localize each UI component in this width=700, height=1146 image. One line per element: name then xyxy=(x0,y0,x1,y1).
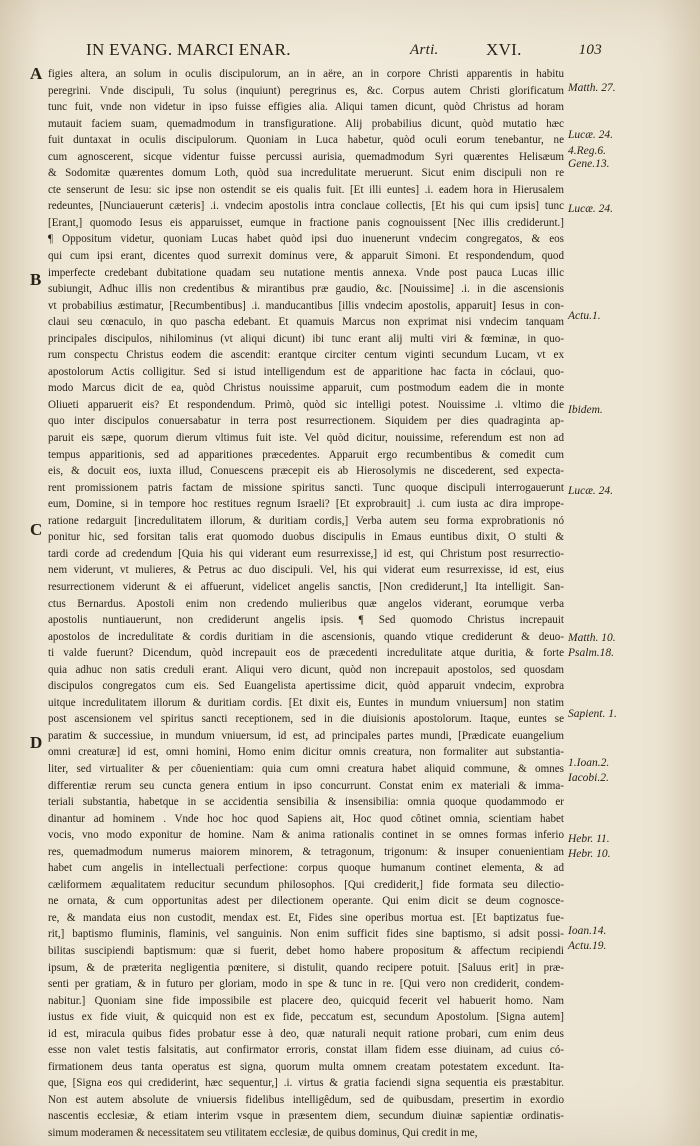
text-line: tardi corde ad credendum [Quia his qui viderant eum resurrexisse,] id est, qui Christum post resurrectio- xyxy=(48,547,564,560)
text-line: ¶ Oppositum videtur, quoniam Lucas habet quòd ipsi duo inuenerunt vndecim congregatos, & eos xyxy=(48,233,564,246)
text-line: eum, Domine, si in tempore hoc restitues regnum Israeli? [Et exprobrauit] .i. cum iusta ac dira imprope- xyxy=(48,498,564,511)
side-note: 1.Ioan.2. xyxy=(568,757,610,769)
text-line: quo inter discipulos conuersabatur in terra post resurrectionem. Siquidem per dies quadraginta ap- xyxy=(48,415,564,428)
text-line: omni creaturæ] id est, omni homini, Homo enim dicitur omnis creatura, non formaliter aut substantia- xyxy=(48,746,564,759)
text-line: ipsum, & de præterita negligentia pœnitere, si distulit, quando recipere potuit. [Saluus erit] in præ- xyxy=(48,961,564,974)
text-line: differentiæ rerum seu cuncta genera entium in ipso concurrunt. Constat enim ex materiali & imma- xyxy=(48,779,564,792)
text-line: ne ornata, & cum opportunitas adest per dilectionem operante. Qui enim dicit se deum cognosce- xyxy=(48,895,564,908)
text-line: eis, & docuit eos, iuxta illud, Conuescens præcepit eis ab Hierosolymis ne discederent, sed expecta- xyxy=(48,465,564,478)
commentary-text xyxy=(48,66,564,1142)
text-line: que, [Signa eos qui crediderint, hæc sequentur,] .i. virtus & gratia faciendi signa sequentia eis præstabitur. xyxy=(48,1077,564,1090)
header-section-label: Arti. xyxy=(410,42,439,58)
text-line: fuit duntaxat in oculis discipulorum. Quoniam in Luca habetur, quòd oculi eorum tenebantur, ne xyxy=(48,134,564,147)
text-line: peregrini. Vnde discipuli, Tu solus (inquiunt) peregrinus es, &c. Corpus autem Christi glorificatum xyxy=(48,84,564,97)
text-line: rent promissionem patris factam de missione spiritus sancti. Tunc quoque discipuli interrogauerunt xyxy=(48,481,564,494)
side-note: Hebr. 10. xyxy=(568,848,611,860)
text-line: habet cum angelis in intellectuali perfectione: corpus quoque humanum continet elementa, & ad xyxy=(48,862,564,875)
side-note: Psalm.18. xyxy=(568,647,614,659)
text-line: & Sodomitæ quærentes domum Loth, quòd sua incredulitate meruerunt. Sicut enim discipuli non re xyxy=(48,167,564,180)
side-note: Ioan.14. xyxy=(568,925,607,937)
side-note: Lucæ. 24. xyxy=(568,203,614,215)
text-line: imperfecte credebant dubitatione quadam seu nutatione mentis annexa. Vnde post pauca Lucas illic xyxy=(48,266,564,279)
side-note: Sapient. 1. xyxy=(568,708,617,720)
text-line: nascentis ecclesiæ, & etiam interim vsque in præsentem diem, secundum diuinæ sapientiæ ordinatis- xyxy=(48,1110,564,1123)
text-line: ctus Bernardus. Apostoli enim non credendo mulieribus quæ angelos viderant, eorumque verba xyxy=(48,597,564,610)
side-note: Hebr. 11. xyxy=(568,833,610,845)
margin-letter-b: B xyxy=(30,270,42,289)
margin-letter-a: A xyxy=(30,64,43,83)
side-note: 4.Reg.6. xyxy=(568,145,607,157)
text-line: nabitur.] Quoniam sine fide impossibile est placere deo, quicquid fecerit vel habuerit homo. Nam xyxy=(48,994,564,1007)
text-line: re, & mandata eius non custodit, mendax est. Et, Fides sine operibus mortua est. [Et baptizatus fue- xyxy=(48,911,564,924)
text-line: iustus ex fide viuit, & quicquid non est ex fide, peccatum est, secundum Apostolum. [Signa autem] xyxy=(48,1011,564,1024)
text-line: vocis, vno modo exponitur de homine. Nam & anima rationalis continet in se omnes formas inferio xyxy=(48,829,564,842)
text-line: esse non valet testis falsitatis, aut confirmator erroris, constat illam fidem esse diuinam, ad cuius có- xyxy=(48,1044,564,1057)
text-line: simum moderamen & necessitatem seu vtilitatem ecclesiæ, de quibus dominus, Qui credit in me, xyxy=(48,1127,478,1139)
text-line: post ascensionem vel spiritus sancti receptionem, sed in die diuisionis apostolorum. Itaque, euntes se xyxy=(48,713,564,726)
text-line: redeuntes, [Nunciauerunt cæteris] .i. vndecim apostolis intra conclaue collectis, [Et his qui cum ipsis] tunc xyxy=(48,200,564,213)
text-line: id est, miracula quibus fides probatur esse à deo, quæ naturali nequit ratione probari, cum enim deus xyxy=(48,1027,564,1040)
text-line: discipulos congregatos cum eis. Sed Euangelista apertissime dicit, quòd apparuit vndecim, exprobra xyxy=(48,680,564,693)
side-note: Lucæ. 24. xyxy=(568,129,614,141)
side-note: Lucæ. 24. xyxy=(568,485,614,497)
text-line: cum agnoscerent, sicque videntur fuisse percussi aurisia, quemadmodum Syri quærentes Helisæum xyxy=(48,150,564,163)
text-line: cte senserunt de Iesu: sic ipse non ostendit se eis qualis fuit. [Et illi euntes] .i. eadem hora in Hierusalem xyxy=(48,183,564,196)
text-line: qui cum ipsi erant, dicentes quod surrexit dominus vere, & apparuit Simoni. Et respondendum, quod xyxy=(48,250,564,263)
text-line: apostolis nuntiauerunt, non crediderunt angelis ipsis. ¶ Sed quomodo Christus increpauit xyxy=(48,614,564,627)
text-line: vt probabilius æstimatur, [Recumbentibus] .i. manducantibus [illis vndecim apostolis, apparuit] Iesus in con- xyxy=(48,299,564,312)
text-line: dinantur ad hominem . Vnde hoc hoc quod Sapiens ait, Hoc quod côtinet omnia, scientiam habet xyxy=(48,812,564,825)
text-line: rit,] baptismo fluminis, flaminis, vel sanguinis. Non enim sufficit fides sine baptismo, si adsit possi- xyxy=(48,928,564,941)
side-note: Actu.1. xyxy=(568,310,601,322)
text-line: bilitas suscipiendi baptismum: quæ si fuerit, debet homo habere propositum & affectum recipiendi xyxy=(48,944,564,957)
text-line: liter, sed virtualiter & per côuenientiam: quia cum omni creatura habet aliquid commune, & omnes xyxy=(48,762,564,775)
side-note: Ibidem. xyxy=(568,404,603,416)
text-line: tunc fuit, vnde non videtur in ipso fuisse effigies alia. Aliqui tamen dicunt, quòd Christus ad horam xyxy=(48,101,564,114)
text-line: claui seu cœnaculo, in quo pascha edebant. Et quamuis Marcus non exprimat nisi vndecim tanquam xyxy=(48,316,564,329)
side-note: Matth. 27. xyxy=(568,82,616,94)
side-note: Actu.19. xyxy=(568,940,607,952)
text-line: uitque incredulitatem illorum & duritiam cordis. [Et dixit eis, Euntes in mundum vniuersum] non statim xyxy=(48,696,564,709)
running-header xyxy=(86,40,602,64)
text-line: apostolorum Actis colligitur. Sed si istud intelligendum est de apparitione hac facta in cóclaui, quo- xyxy=(48,365,564,378)
text-line: cæliformem æqualitatem reducitur secundum philosophos. [Qui crediderit,] fide formata seu dilectio- xyxy=(48,878,564,891)
text-line: subiungit, Adhuc illis non credentibus & mirantibus præ gaudio, &c. [Nouissime] .i. in die ascensionis xyxy=(48,283,564,296)
text-line: figies altera, an solum in oculis discipulorum, an in aëre, an in corpore Christi apparentis in habitu xyxy=(48,68,564,80)
text-line: paruit eis sæpe, quorum dierum vltimus fuit iste. Vel quòd dicitur, nouissime, referendum est non ad xyxy=(48,432,564,445)
text-line: paratim & successiue, in mundum vniuersum, id est, ad principales partes mundi, [Prædicate euangelium xyxy=(48,729,564,742)
text-line: ratione redarguit [incredulitatem illorum, & duritiam cordis,] Verba autem seu forma exprobrationis nó xyxy=(48,514,564,527)
text-line: nem viderunt, vt mulieres, & Petrus ac duo discipuli. Vel, his qui viderat eum resurrexisse, id est, eius xyxy=(48,564,564,577)
text-line: quia adhuc non satis creduli erant. Aliqui vero dicunt, quòd non increpauit apostolos, sed quosdam xyxy=(48,663,564,676)
margin-letter-d: D xyxy=(30,733,43,752)
side-note: Iacobi.2. xyxy=(568,772,609,784)
text-line: firmationem deus tanta operatus est signa, quorum multa omnem creatam potestatem excedunt. Ita- xyxy=(48,1060,564,1073)
text-line: mutauit faciem suam, quemadmodum in transfiguratione. Alij probabilius dicunt, quòd mutatio hæc xyxy=(48,117,564,130)
side-note: Gene.13. xyxy=(568,158,610,170)
text-line: senti per gratiam, & in futuro per gloriam, modo in spe & tunc in re. [Qui vero non crediderit, condem- xyxy=(48,978,564,991)
text-line: tempus apparitionis, sed ad apparitiones præcedentes. Apparuit ergo recumbentibus & comedit cum xyxy=(48,448,564,461)
header-section-number: XVI. xyxy=(486,40,522,59)
text-line: res, quemadmodum numerus maiorem minorem, & tetragonum, trigonum: & insuper conuenientiam xyxy=(48,845,564,858)
text-line: ponitur hic, sed forsitan talis erat quomodo duobus discipulis in Emaus euntibus dixit, O stulti & xyxy=(48,531,564,544)
page-number: 103 xyxy=(578,42,602,58)
margin-letter-c: C xyxy=(30,520,43,539)
text-line: rum conspectu Christus eodem die ascendit: erantque circiter centum viginti secundum Lucam, vt ex xyxy=(48,349,564,362)
text-line: ti valde fuerunt? Dicendum, quòd increpauit eos de præcedenti incredulitate atque duritia, & forte xyxy=(48,647,564,660)
header-title: IN EVANG. MARCI ENAR. xyxy=(86,40,291,59)
text-line: principales discipulos, nihilominus (vt aliqui dicunt) ibi tunc erant alij multi viri & fœminæ, in quo- xyxy=(48,332,564,345)
text-line: Oliueti apparuerit eis? Et respondendum. Primò, quòd sic intelligi potest. Nouissime .i. vltimo die xyxy=(48,398,564,411)
text-line: modo Marcus dicit de ea, quòd Christus nouissime apparuit, cum postmodum eadem die in monte xyxy=(48,382,564,395)
text-line: resurrectionem viderunt & ei affuerunt, videlicet angelis sanctis, [Non crediderunt,] Ita intelligit. San- xyxy=(48,580,564,593)
text-line: Non est autem absolute de vniuersis fidelibus intelligêdum, sed de quibusdam, presertim in exordio xyxy=(48,1093,564,1106)
text-line: [Erant,] quomodo Iesus eis apparuisset, eumque in fractione panis cognouissent [Nec illis crediderunt.] xyxy=(48,216,564,229)
text-line: apostolos de incredulitate & cordis duritiam in die ascensionis, quando vtique crediderunt & deuo- xyxy=(48,630,564,643)
side-note: Matth. 10. xyxy=(568,632,616,644)
text-line: teriali substantia, habetque in se accidentia sensibilia & insensibilia: omnia quoque quodammodo er xyxy=(48,796,564,809)
